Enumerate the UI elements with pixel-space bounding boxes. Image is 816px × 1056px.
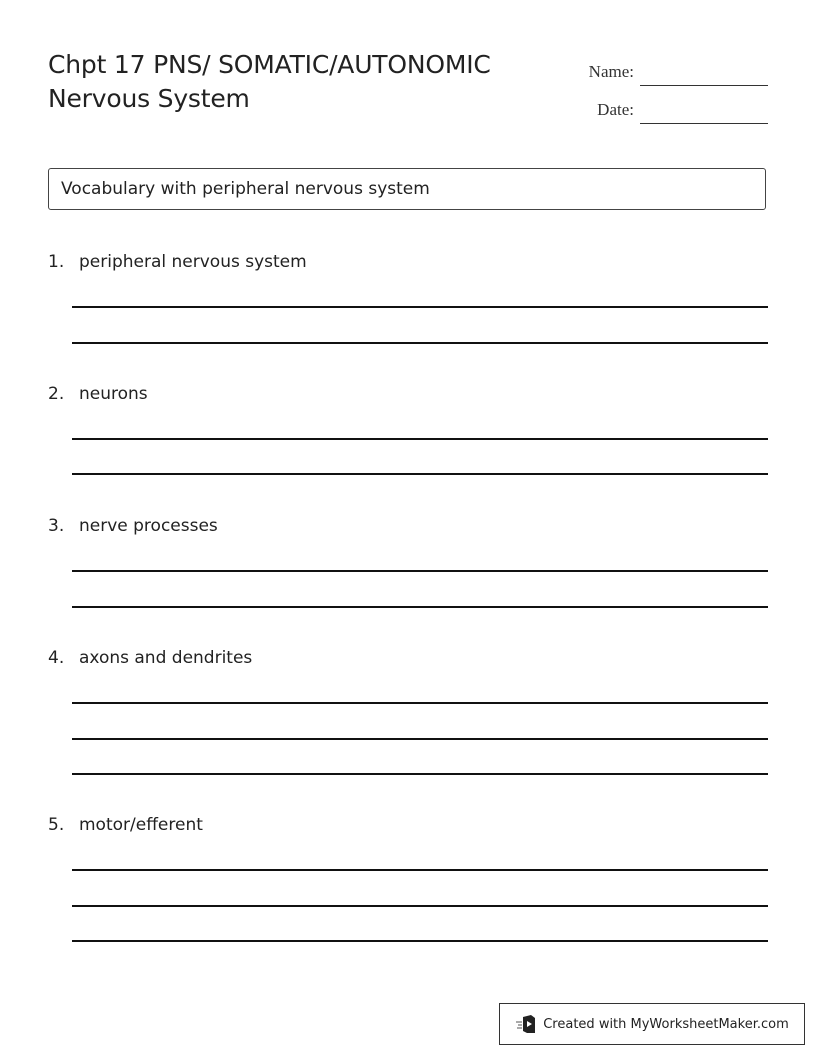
- question-number: 3.: [48, 516, 65, 536]
- answer-line[interactable]: [72, 438, 768, 440]
- answer-line[interactable]: [72, 869, 768, 871]
- question-term: peripheral nervous system: [79, 252, 307, 272]
- footer-badge[interactable]: [499, 1003, 805, 1045]
- title-line-2: Nervous System: [48, 84, 250, 113]
- answer-line[interactable]: [72, 773, 768, 775]
- question-item: [48, 516, 768, 536]
- date-label: Date:: [597, 100, 634, 119]
- question-term: neurons: [79, 384, 148, 404]
- question-item: [48, 815, 768, 835]
- question-number: 1.: [48, 252, 65, 272]
- date-row: [589, 88, 768, 126]
- answer-line[interactable]: [72, 570, 768, 572]
- question-number: 5.: [48, 815, 65, 835]
- answer-line[interactable]: [72, 905, 768, 907]
- date-field[interactable]: [640, 122, 768, 124]
- answer-line[interactable]: [72, 306, 768, 308]
- question-term: motor/efferent: [79, 815, 203, 835]
- question-number: 2.: [48, 384, 65, 404]
- answer-line[interactable]: [72, 738, 768, 740]
- section-title: Vocabulary with peripheral nervous system: [61, 179, 430, 199]
- answer-line[interactable]: [72, 702, 768, 704]
- question-item: [48, 648, 768, 668]
- answer-line[interactable]: [72, 940, 768, 942]
- name-row: [589, 50, 768, 88]
- answer-line[interactable]: [72, 473, 768, 475]
- question-item: [48, 252, 768, 272]
- question-term: axons and dendrites: [79, 648, 253, 668]
- footer-text: Created with MyWorksheetMaker.com: [543, 1016, 789, 1032]
- name-date-block: [589, 50, 768, 126]
- answer-line[interactable]: [72, 342, 768, 344]
- section-heading: [48, 168, 766, 210]
- title-line-1: Chpt 17 PNS/ SOMATIC/AUTONOMIC: [48, 50, 491, 79]
- question-number: 4.: [48, 648, 65, 668]
- name-label: Name:: [588, 62, 634, 81]
- worksheet-maker-logo-icon: [515, 1014, 537, 1034]
- worksheet-title: [48, 48, 491, 116]
- name-field[interactable]: [640, 84, 768, 86]
- answer-line[interactable]: [72, 606, 768, 608]
- question-term: nerve processes: [79, 516, 218, 536]
- question-item: [48, 384, 768, 404]
